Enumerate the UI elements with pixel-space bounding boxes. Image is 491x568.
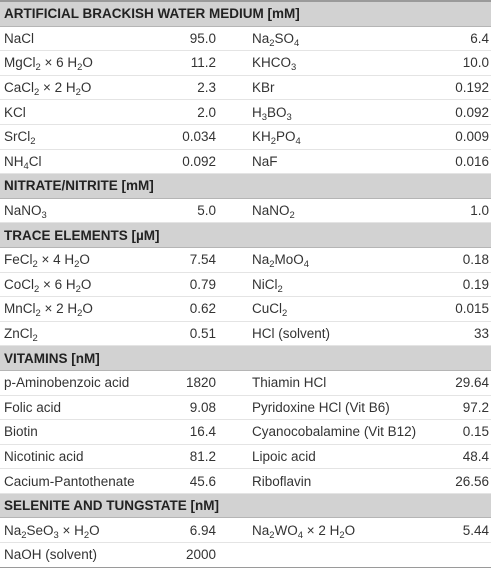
compound-name: MgCl$_2$ × 6 $H_2O$ — [0, 51, 150, 76]
table-row — [0, 444, 491, 469]
compound-value: 0.51 — [150, 321, 246, 346]
compound-name: NiCl$_2$ — [246, 272, 424, 297]
compound-value: 7.54 — [150, 247, 246, 272]
compound-value: 45.6 — [150, 469, 246, 494]
compound-value: 6.4 — [424, 26, 491, 51]
table-row — [0, 297, 491, 322]
table-row — [0, 395, 491, 420]
compound-name: CoCl$_2$ × 6 $H_2O$ — [0, 272, 150, 297]
compound-value: 11.2 — [150, 51, 246, 76]
table-row — [0, 124, 491, 149]
compound-value: 33 — [424, 321, 491, 346]
table-row — [0, 75, 491, 100]
compound-value: 0.092 — [150, 149, 246, 174]
compound-value: 1.0 — [424, 198, 491, 223]
compound-name: NaNO$_2$ — [246, 198, 424, 223]
compound-value: 0.016 — [424, 149, 491, 174]
compound-name: ZnCl$_2$ — [0, 321, 150, 346]
compound-name: $H_3BO_3$ — [246, 100, 424, 125]
compound-value: 10.0 — [424, 51, 491, 76]
compound-name: $KHCO_3$ — [246, 51, 424, 76]
section-title: TRACE ELEMENTS [µM] — [0, 223, 491, 248]
compound-value — [424, 543, 491, 568]
compound-value: 97.2 — [424, 395, 491, 420]
compound-value: 29.64 — [424, 370, 491, 395]
compound-value: 0.15 — [424, 420, 491, 445]
compound-value: 2000 — [150, 543, 246, 568]
compound-value: 2.3 — [150, 75, 246, 100]
compound-name: FeCl$_2$ × 4 $H_2O$ — [0, 247, 150, 272]
compound-value: 0.79 — [150, 272, 246, 297]
section-header-row — [0, 493, 491, 518]
compound-name: $KH_2PO_4$ — [246, 124, 424, 149]
compound-value: 0.62 — [150, 297, 246, 322]
compound-value: 48.4 — [424, 444, 491, 469]
compound-value: 0.092 — [424, 100, 491, 125]
compound-name: Cacium-Pantothenate — [0, 469, 150, 494]
compound-name: NaCl — [0, 26, 150, 51]
compound-name: Pyridoxine HCl (Vit B6) — [246, 395, 424, 420]
compound-name: $Na_2WO_4 \times 2$ $H_2O$ — [246, 518, 424, 543]
compound-name: p-Aminobenzoic acid — [0, 370, 150, 395]
compound-value: 0.18 — [424, 247, 491, 272]
section-header-row — [0, 1, 491, 26]
compound-value: 5.44 — [424, 518, 491, 543]
compound-value: 2.0 — [150, 100, 246, 125]
table-row — [0, 26, 491, 51]
compound-value: 81.2 — [150, 444, 246, 469]
compound-value: 0.19 — [424, 272, 491, 297]
table-row — [0, 321, 491, 346]
compound-name: HCl (solvent) — [246, 321, 424, 346]
compound-name: NaOH (solvent) — [0, 543, 150, 568]
table-row — [0, 149, 491, 174]
compound-value: 0.009 — [424, 124, 491, 149]
table-row — [0, 370, 491, 395]
table-row — [0, 420, 491, 445]
section-title: ARTIFICIAL BRACKISH WATER MEDIUM [mM] — [0, 1, 491, 26]
compound-name: KCl — [0, 100, 150, 125]
compound-name: $Na_2SeO_3 \times H_2O$ — [0, 518, 150, 543]
compound-value: 26.56 — [424, 469, 491, 494]
compound-value: 6.94 — [150, 518, 246, 543]
table-row — [0, 543, 491, 568]
section-title: VITAMINS [nM] — [0, 346, 491, 371]
table-row — [0, 100, 491, 125]
compound-name: MnCl$_2$ × 2 $H_2O$ — [0, 297, 150, 322]
compound-name: SrCl$_2$ — [0, 124, 150, 149]
table-row — [0, 51, 491, 76]
compound-value: 9.08 — [150, 395, 246, 420]
compound-name: NaF — [246, 149, 424, 174]
compound-name: Nicotinic acid — [0, 444, 150, 469]
section-title: NITRATE/NITRITE [mM] — [0, 174, 491, 199]
table-row — [0, 198, 491, 223]
compound-value: 16.4 — [150, 420, 246, 445]
compound-value: 0.192 — [424, 75, 491, 100]
compound-name: CuCl$_2$ — [246, 297, 424, 322]
compound-name: $Na_2SO_4$ — [246, 26, 424, 51]
compound-value: 0.034 — [150, 124, 246, 149]
section-header-row — [0, 346, 491, 371]
compound-name: KBr — [246, 75, 424, 100]
compound-name: $Na_2MoO_4$ — [246, 247, 424, 272]
compound-name: Thiamin HCl — [246, 370, 424, 395]
compound-value: 5.0 — [150, 198, 246, 223]
compound-name: Folic acid — [0, 395, 150, 420]
compound-value: 95.0 — [150, 26, 246, 51]
section-header-row — [0, 174, 491, 199]
compound-name: Lipoic acid — [246, 444, 424, 469]
table-row — [0, 469, 491, 494]
compound-name — [246, 543, 424, 568]
section-title: SELENITE AND TUNGSTATE [nM] — [0, 493, 491, 518]
compound-name: Biotin — [0, 420, 150, 445]
table-row — [0, 518, 491, 543]
compound-name: CaCl$_2$ × 2 $H_2O$ — [0, 75, 150, 100]
compound-name: Cyanocobalamine (Vit B12) — [246, 420, 424, 445]
compound-value: 0.015 — [424, 297, 491, 322]
compound-name: $NH_4Cl$ — [0, 149, 150, 174]
compound-name: NaNO$_3$ — [0, 198, 150, 223]
table-row — [0, 247, 491, 272]
section-header-row — [0, 223, 491, 248]
table-body — [0, 1, 491, 567]
table-row — [0, 272, 491, 297]
compound-value: 1820 — [150, 370, 246, 395]
compound-name: Riboflavin — [246, 469, 424, 494]
